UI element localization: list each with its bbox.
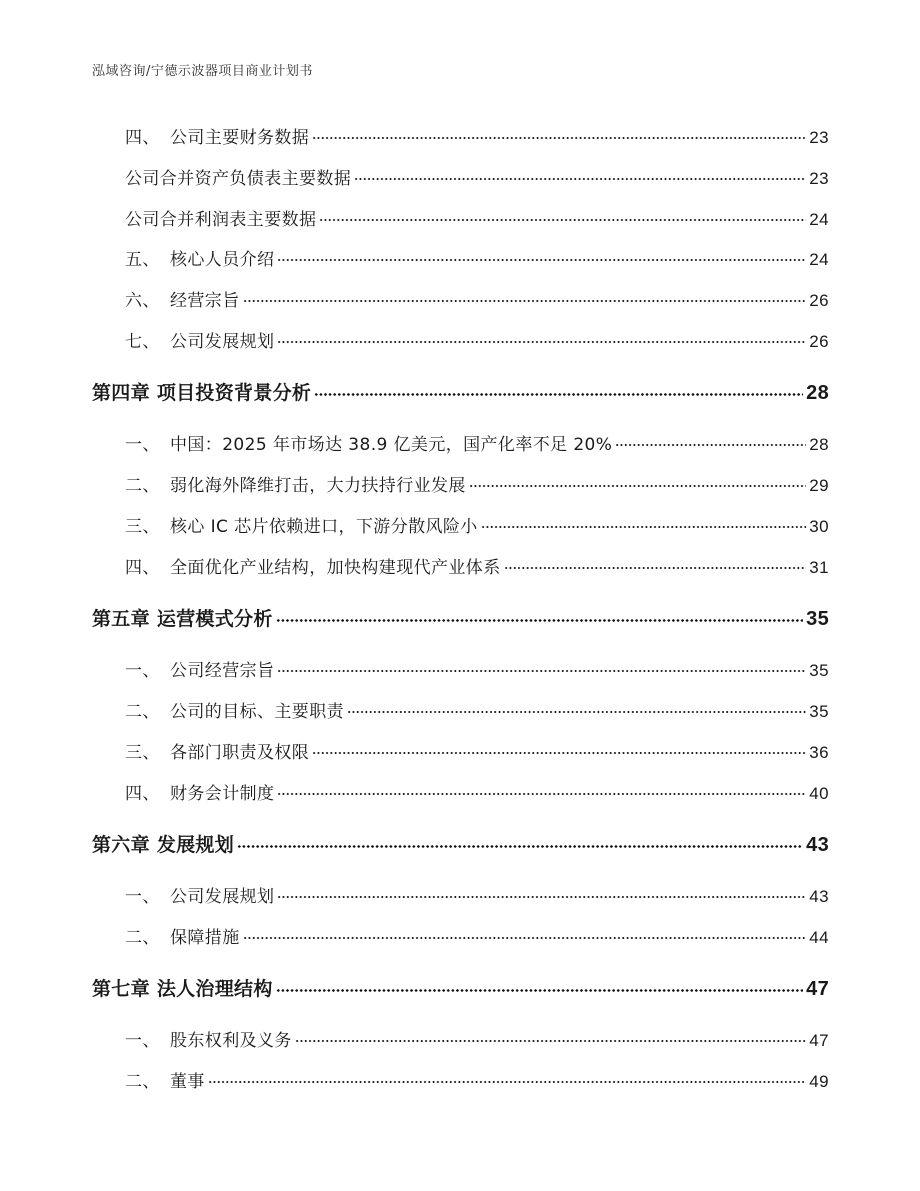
toc-entry-page: 47 <box>809 1031 829 1050</box>
toc-entry-page: 49 <box>809 1072 829 1091</box>
toc-dot-leader <box>319 219 806 221</box>
toc-entry[interactable] <box>125 327 829 352</box>
toc-entry-title: 董事 <box>170 1072 205 1092</box>
toc-entry-page: 35 <box>809 661 829 680</box>
toc-entry[interactable] <box>125 882 829 907</box>
toc-dot-leader <box>276 989 804 992</box>
toc-entry[interactable] <box>125 1026 829 1051</box>
toc-entry-title: 核心人员介绍 <box>170 250 275 270</box>
toc-entry-page: 23 <box>809 128 829 147</box>
toc-entry[interactable] <box>125 123 829 148</box>
toc-entry-number: 七、 <box>125 332 160 352</box>
toc-entry[interactable] <box>125 512 829 537</box>
toc-entry-page: 26 <box>809 291 829 310</box>
toc-entry[interactable] <box>125 205 829 230</box>
toc-entry-number: 二、 <box>125 476 160 496</box>
toc-chapter[interactable] <box>92 830 829 857</box>
toc-dot-leader <box>277 259 806 261</box>
toc-chapter-title: 第七章 法人治理结构 <box>92 978 273 1000</box>
toc-chapter-page: 43 <box>806 834 829 856</box>
toc-entry-title: 全面优化产业结构，加快构建现代产业体系 <box>170 558 501 578</box>
toc-entry[interactable] <box>125 923 829 948</box>
toc-dot-leader <box>277 793 806 795</box>
toc-entry-page: 36 <box>809 743 829 762</box>
toc-entry-number: 一、 <box>125 1031 160 1051</box>
toc-entry-title: 公司合并利润表主要数据 <box>125 210 317 230</box>
toc-dot-leader <box>277 896 806 898</box>
toc-dot-leader <box>314 393 803 396</box>
toc-entry[interactable] <box>125 164 829 189</box>
toc-entry-number: 一、 <box>125 435 160 455</box>
toc-entry-title: 公司合并资产负债表主要数据 <box>125 169 352 189</box>
toc-dot-leader <box>243 937 807 939</box>
toc-entry-number: 一、 <box>125 887 160 907</box>
toc-entry-page: 23 <box>809 169 829 188</box>
toc-dot-leader <box>243 300 807 302</box>
toc-entry-title: 各部门职责及权限 <box>170 743 310 763</box>
toc-entry-number: 二、 <box>125 928 160 948</box>
toc-entry-page: 24 <box>809 250 829 269</box>
toc-chapter-title: 第四章 项目投资背景分析 <box>92 382 312 404</box>
toc-chapter-page: 28 <box>806 382 829 404</box>
toc-dot-leader <box>347 711 806 713</box>
toc-chapter-title: 第六章 发展规划 <box>92 834 235 856</box>
toc-entry[interactable] <box>125 779 829 804</box>
toc-entry[interactable] <box>125 1067 829 1092</box>
toc-entry-page: 26 <box>809 332 829 351</box>
toc-dot-leader <box>237 845 803 848</box>
toc-dot-leader <box>277 341 806 343</box>
toc-dot-leader <box>276 619 804 622</box>
toc-entry-page: 29 <box>809 476 829 495</box>
toc-entry[interactable] <box>125 697 829 722</box>
toc-dot-leader <box>312 137 806 139</box>
toc-entry-page: 30 <box>809 517 829 536</box>
toc-chapter-title: 第五章 运营模式分析 <box>92 608 273 630</box>
toc-entry-number: 四、 <box>125 128 160 148</box>
toc-entry[interactable] <box>125 430 829 455</box>
toc-entry[interactable] <box>125 245 829 270</box>
toc-entry-title: 财务会计制度 <box>170 784 275 804</box>
toc-entry-title: 公司主要财务数据 <box>170 128 310 148</box>
toc-chapter-page: 35 <box>806 608 829 630</box>
toc-entry-title: 核心 IC 芯片依赖进口，下游分散风险小 <box>170 517 478 537</box>
toc-entry[interactable] <box>125 553 829 578</box>
toc-entry-title: 经营宗旨 <box>170 291 240 311</box>
toc-entry-page: 35 <box>809 702 829 721</box>
toc-entry-number: 二、 <box>125 1072 160 1092</box>
toc-entry-number: 四、 <box>125 558 160 578</box>
toc-entry-title: 公司发展规划 <box>170 887 275 907</box>
toc-dot-leader <box>469 485 806 487</box>
toc-entry-title: 公司发展规划 <box>170 332 275 352</box>
toc-entry[interactable] <box>125 656 829 681</box>
toc-dot-leader <box>354 178 806 180</box>
toc-dot-leader <box>504 567 807 569</box>
toc-dot-leader <box>277 670 806 672</box>
toc-entry-number: 四、 <box>125 784 160 804</box>
toc-entry-number: 三、 <box>125 743 160 763</box>
toc-entry-page: 28 <box>809 435 829 454</box>
toc-entry-page: 24 <box>809 210 829 229</box>
toc-entry[interactable] <box>125 471 829 496</box>
toc-entry-title: 公司的目标、主要职责 <box>170 702 344 722</box>
toc-entry-number: 二、 <box>125 702 160 722</box>
toc-entry[interactable] <box>125 286 829 311</box>
toc-chapter[interactable] <box>92 604 829 631</box>
toc-entry-page: 40 <box>809 784 829 803</box>
toc-entry-number: 一、 <box>125 661 160 681</box>
toc-entry-title: 中国：2025 年市场达 38.9 亿美元，国产化率不足 20% <box>170 435 613 455</box>
toc-entry-number: 三、 <box>125 517 160 537</box>
toc-entry-page: 44 <box>809 928 829 947</box>
toc-dot-leader <box>208 1081 806 1083</box>
toc-entry-page: 31 <box>809 558 829 577</box>
toc-dot-leader <box>615 444 806 446</box>
toc-entry-title: 保障措施 <box>170 928 240 948</box>
toc-entry[interactable] <box>125 738 829 763</box>
toc-dot-leader <box>295 1040 806 1042</box>
toc-entry-number: 六、 <box>125 291 160 311</box>
toc-dot-leader <box>312 752 806 754</box>
toc-entry-title: 公司经营宗旨 <box>170 661 275 681</box>
page-header: 泓域咨询/宁德示波器项目商业计划书 <box>92 64 313 79</box>
toc-entry-title: 股东权利及义务 <box>170 1031 292 1051</box>
toc-dot-leader <box>481 526 807 528</box>
toc-entry-number: 五、 <box>125 250 160 270</box>
toc-chapter[interactable] <box>92 378 829 405</box>
toc-chapter[interactable] <box>92 974 829 1001</box>
toc-chapter-page: 47 <box>806 978 829 1000</box>
toc-entry-title: 弱化海外降维打击，大力扶持行业发展 <box>170 476 466 496</box>
toc-entry-page: 43 <box>809 887 829 906</box>
